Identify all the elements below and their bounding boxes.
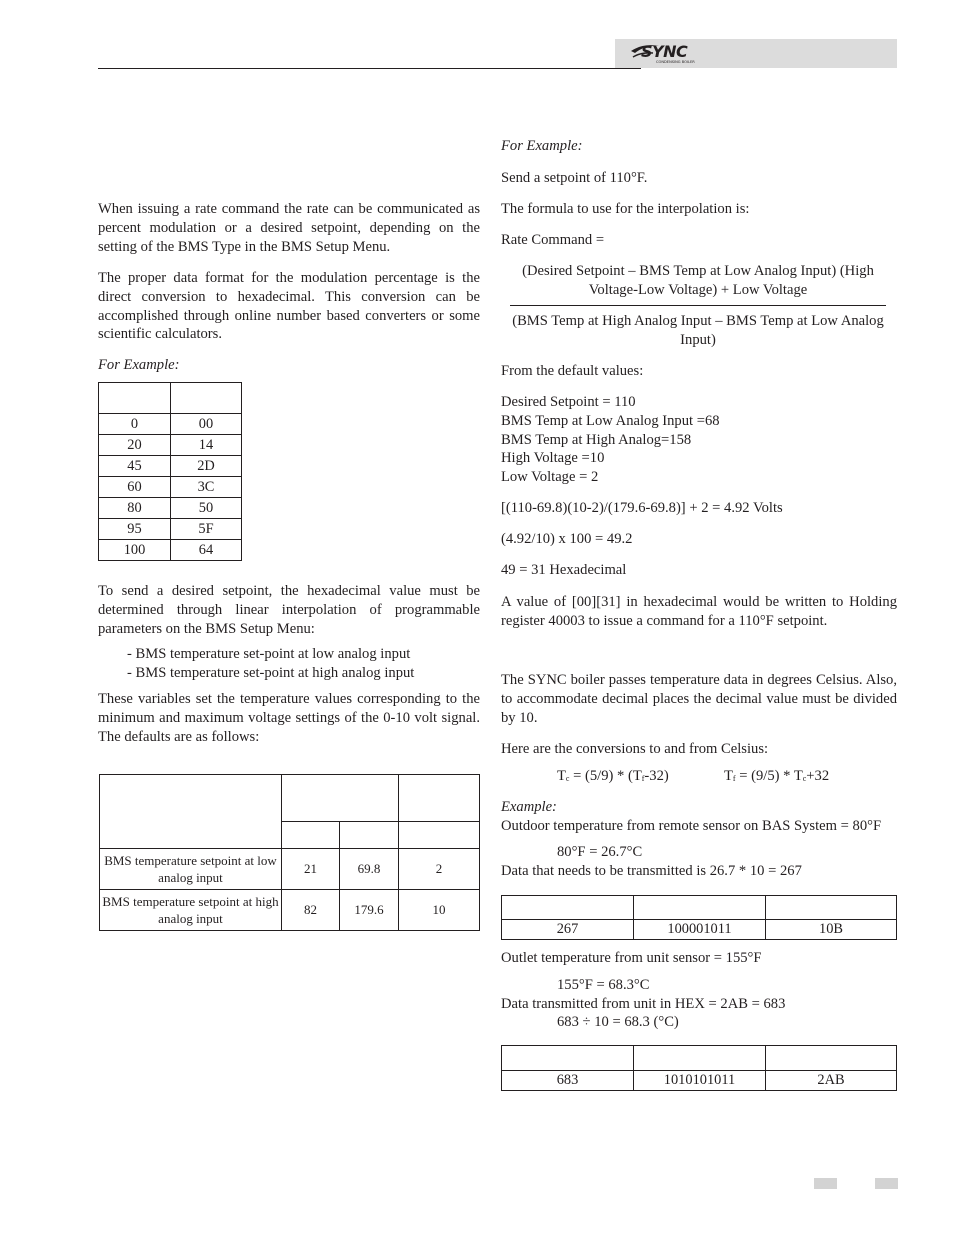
bullet-low-analog: - BMS temperature set-point at low analog input: [127, 646, 411, 662]
rate-command-label: Rate Command =: [501, 232, 605, 248]
variables-paragraph: These variables set the temperature values corresponding to the minimum and maximum voltage settings of the 0-10 volt signal. The defaults are as follows:: [98, 691, 480, 745]
data-format-paragraph: The proper data format for the modulation percentage is the direct conversion to hexadecimal. This conversion can be accomplished through online number based converters or some scientific calculators.: [98, 270, 480, 343]
table-row: 20 14: [99, 435, 242, 456]
example2-line1: Outlet temperature from unit sensor = 155°F: [501, 950, 762, 966]
list-item: Desired Setpoint = 110: [501, 394, 636, 410]
list-item: Low Voltage = 2: [501, 469, 599, 486]
example2-line2: 155°F = 68.3°C: [557, 977, 650, 993]
formula-numerator: (Desired Setpoint – BMS Temp at Low Analog Input) (High Voltage-Low Voltage) + Low Voltage: [522, 263, 874, 298]
example-label: Example:: [501, 799, 557, 815]
table-header-row: [502, 1046, 897, 1071]
bms-defaults-table: [99, 774, 480, 931]
table-row: 95 5F: [99, 519, 242, 540]
example1-line2: 80°F = 26.7°C: [557, 844, 643, 860]
table-row: 80 50: [99, 498, 242, 519]
example1-line1: Outdoor temperature from remote sensor on BAS System = 80°F: [501, 818, 882, 834]
table-header-row: [99, 383, 242, 414]
table-row: 45 2D: [99, 456, 242, 477]
table-row: 60 3C: [99, 477, 242, 498]
example2-line3: Data transmitted from unit in HEX = 2AB = 683: [501, 996, 786, 1012]
formula-intro: The formula to use for the interpolation is:: [501, 201, 750, 217]
formula-denominator: (BMS Temp at High Analog Input – BMS Temp at Low Analog Input): [512, 313, 884, 348]
setpoint-paragraph: To send a desired setpoint, the hexadecimal value must be determined through linear interpolation of programmable parameters on the BMS Setup Menu:: [98, 583, 480, 637]
example2-line4: 683 ÷ 10 = 68.3 (°C): [557, 1014, 679, 1030]
footer-marker-right: [875, 1178, 898, 1189]
celsius-paragraph: The SYNC boiler passes temperature data in degrees Celsius. Also, to accommodate decimal places the decimal value must be divided by 10.: [501, 672, 897, 726]
header-rule: [98, 68, 641, 69]
defaults-list: [501, 393, 720, 487]
formula-to-celsius: $T_c = (5/9) * (T_f-32)$: [557, 768, 669, 784]
calc-line-1: [(110-69.8)(10-2)/(179.6-69.8)] + 2 = 4.92 Volts: [501, 500, 783, 516]
sync-logo: [629, 41, 709, 66]
example1-line3: Data that needs to be transmitted is 26.7 * 10 = 267: [501, 863, 802, 879]
table-row: 267 100001011 10B: [502, 920, 897, 940]
calc-line-2: (4.92/10) x 100 = 49.2: [501, 531, 633, 547]
table-row: 100 64: [99, 540, 242, 561]
send-setpoint-text: Send a setpoint of 110°F.: [501, 170, 648, 186]
logo-text: SYNC: [641, 42, 688, 61]
header-logo-band: [615, 39, 897, 68]
table-row: BMS temperature setpoint at high analog input 82 179.6 10: [100, 890, 480, 931]
logo-tagline: CONDENSING BOILER: [656, 60, 695, 64]
fraction-bar: [510, 305, 886, 306]
list-item: BMS Temp at High Analog=158: [501, 431, 692, 448]
list-item: BMS Temp at Low Analog Input =68: [501, 412, 720, 429]
outdoor-temp-table: [501, 895, 897, 940]
for-example-label: For Example:: [98, 357, 180, 373]
table-header-row: [502, 896, 897, 920]
calc-line-3: 49 = 31 Hexadecimal: [501, 562, 627, 578]
from-defaults-label: From the default values:: [501, 363, 644, 379]
formula-to-fahrenheit: $T_f = (9/5) * T_c+32$: [724, 768, 830, 784]
table-row: 683 1010101011 2AB: [502, 1071, 897, 1091]
modulation-hex-table: [98, 382, 242, 561]
outlet-temp-table: [501, 1045, 897, 1091]
bullet-high-analog: - BMS temperature set-point at high analog input: [127, 665, 415, 681]
table-header-row: [100, 775, 480, 822]
table-row: 0 00: [99, 414, 242, 435]
list-item: High Voltage =10: [501, 450, 605, 467]
table-row: BMS temperature setpoint at low analog input 21 69.8 2: [100, 849, 480, 890]
holding-register-paragraph: A value of [00][31] in hexadecimal would be written to Holding register 40003 to issue a command for a 110°F setpoint.: [501, 594, 897, 629]
right-for-example-label: For Example:: [501, 138, 583, 154]
conversions-intro: Here are the conversions to and from Celsius:: [501, 741, 769, 757]
rate-command-paragraph: When issuing a rate command the rate can be communicated as percent modulation or a desired setpoint, depending on the setting of the BMS Type in the BMS Setup Menu.: [98, 201, 480, 255]
footer-marker-left: [814, 1178, 837, 1189]
